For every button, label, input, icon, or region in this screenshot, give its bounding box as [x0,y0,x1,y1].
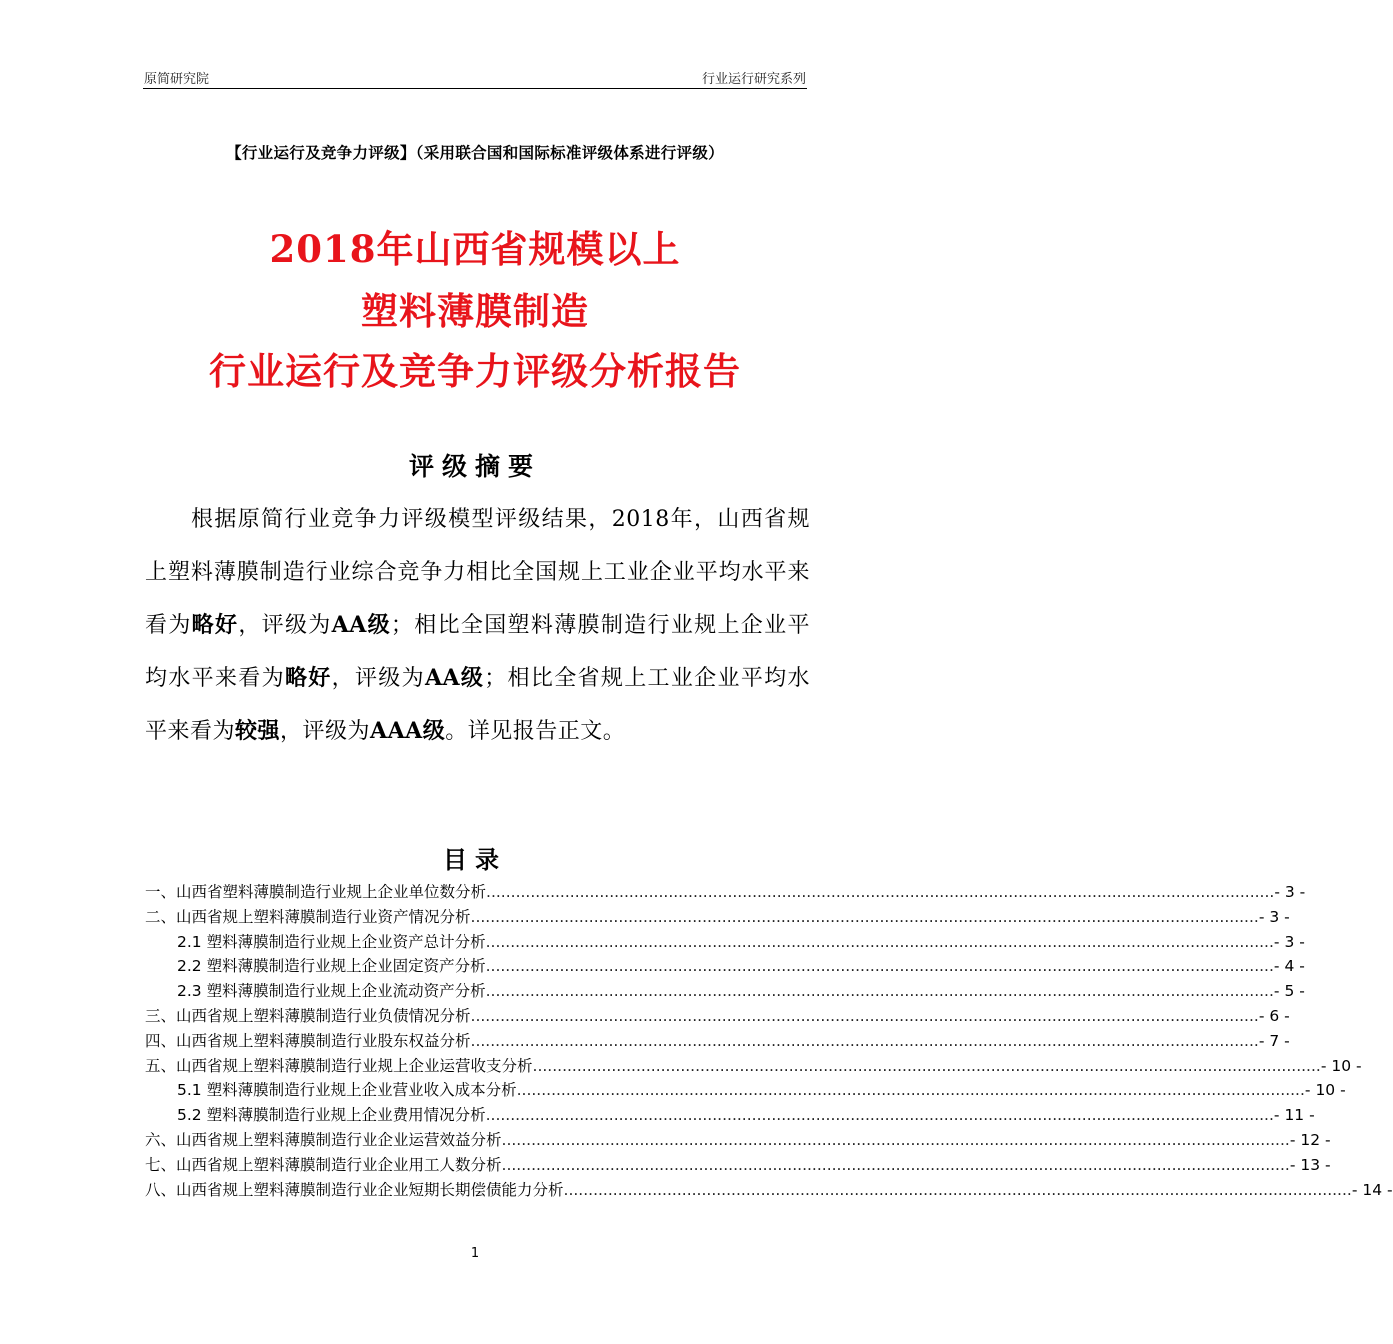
toc-entry-page: - 12 - [1289,1130,1331,1149]
summary-highlight: 较强 [235,718,281,744]
toc-entry-page: - 10 - [1320,1056,1362,1075]
toc-entry-label: 5.1 塑料薄膜制造行业规上企业营业收入成本分析 [177,1081,517,1100]
report-title-line-3: 行业运行及竞争力评级分析报告 [209,349,741,393]
toc-entry-label: 六、山西省规上塑料薄膜制造行业企业运营效益分析 [145,1130,502,1149]
report-title-line-1: 2018年山西省规模以上 [269,227,681,271]
summary-heading: 评级摘要 [408,452,541,481]
toc-leader-dots: ................................................................................................................................................................ [563,1180,1352,1199]
summary-text: ；相比全国塑料薄膜制造行业规上企业平均水平来看为 [145,613,810,691]
toc-entry-label: 5.2 塑料薄膜制造行业规上企业费用情况分析 [177,1106,486,1125]
report-title-line-2: 塑料薄膜制造 [361,289,589,333]
toc-heading: 目录 [443,846,507,874]
toc-entry-label: 三、山西省规上塑料薄膜制造行业负债情况分析 [145,1006,471,1025]
toc-entry-page: - 6 - [1258,1006,1290,1025]
toc-entry-label: 五、山西省规上塑料薄膜制造行业规上企业运营收支分析 [145,1056,533,1075]
toc-entry-label: 四、山西省规上塑料薄膜制造行业股东权益分析 [145,1031,471,1050]
toc-entry-page: - 14 - [1351,1180,1393,1199]
toc-leader-dots: ................................................................................................................................................................ [532,1056,1321,1075]
toc-subentry[interactable] [145,954,1305,979]
summary-highlight: 略好 [284,665,332,691]
summary-highlight: AA级 [331,612,391,638]
page-number: 1 [470,1246,480,1261]
toc-leader-dots: ................................................................................................................................................................ [470,907,1259,926]
table-of-contents [145,880,1393,1202]
toc-entry-page: - 3 - [1273,932,1305,951]
toc-entry[interactable] [145,905,1290,930]
toc-entry[interactable] [145,1128,1331,1153]
summary-text: 。详见报告正文。 [445,719,626,744]
toc-leader-dots: ................................................................................................................................................................ [485,957,1274,976]
summary-text: ；相比全省规上工业企业平均水平来看为 [145,666,810,744]
toc-entry-page: - 5 - [1273,982,1305,1001]
toc-leader-dots: ................................................................................................................................................................ [516,1081,1305,1100]
summary-text: ，评级为 [238,613,332,638]
header-series: 行业运行研究系列 [701,72,806,87]
toc-subentry[interactable] [145,979,1305,1004]
toc-subentry[interactable] [145,1103,1315,1128]
toc-leader-dots: ................................................................................................................................................................ [501,1155,1290,1174]
toc-entry-label: 2.3 塑料薄膜制造行业规上企业流动资产分析 [177,982,486,1001]
toc-entry-page: - 11 - [1273,1106,1315,1125]
toc-entry-label: 2.2 塑料薄膜制造行业规上企业固定资产分析 [177,957,486,976]
toc-entry[interactable] [145,880,1306,905]
toc-entry[interactable] [145,1178,1393,1203]
summary-text: 根据原简行业竞争力评级模型评级结果，2018年，山西省规上塑料薄膜制造行业综合竞争力相比全国规上工业企业平均水平来看为 [145,507,810,638]
summary-highlight: AA级 [424,665,485,691]
summary-text: ，评级为 [280,719,371,744]
toc-leader-dots: ................................................................................................................................................................ [485,932,1274,951]
rating-tagline: 【行业运行及竞争力评级】（采用联合国和国际标准评级体系进行评级） [226,144,724,162]
toc-entry-page: - 7 - [1258,1031,1290,1050]
toc-entry-page: - 3 - [1258,907,1290,926]
summary-paragraph [145,493,810,758]
toc-leader-dots: ................................................................................................................................................................ [470,1006,1259,1025]
toc-subentry[interactable] [145,1078,1346,1103]
toc-entry-page: - 3 - [1274,883,1306,901]
toc-leader-dots: ................................................................................................................................................................ [485,1106,1274,1125]
toc-entry-label: 八、山西省规上塑料薄膜制造行业企业短期长期偿债能力分析 [145,1180,564,1199]
summary-text: ，评级为 [331,666,425,691]
page-header [143,66,807,89]
toc-leader-dots: ................................................................................................................................................................ [470,1031,1259,1050]
toc-entry-page: - 4 - [1273,957,1305,976]
summary-highlight: AAA级 [370,718,446,744]
toc-entry[interactable] [145,1054,1362,1079]
toc-entry-label: 七、山西省规上塑料薄膜制造行业企业用工人数分析 [145,1155,502,1174]
toc-leader-dots: ................................................................................................................................................................ [486,883,1275,901]
toc-entry-page: - 10 - [1304,1081,1346,1100]
toc-entry-label: 一、山西省塑料薄膜制造行业规上企业单位数分析 [145,883,487,901]
toc-leader-dots: ................................................................................................................................................................ [485,982,1274,1001]
header-organization: 原简研究院 [144,72,210,87]
toc-subentry[interactable] [145,930,1305,955]
toc-entry-page: - 13 - [1289,1155,1331,1174]
summary-highlight: 略好 [191,612,239,638]
toc-entry-label: 二、山西省规上塑料薄膜制造行业资产情况分析 [145,907,471,926]
toc-leader-dots: ................................................................................................................................................................ [501,1130,1290,1149]
toc-entry[interactable] [145,1004,1290,1029]
toc-entry[interactable] [145,1153,1331,1178]
toc-entry[interactable] [145,1029,1290,1054]
toc-entry-label: 2.1 塑料薄膜制造行业规上企业资产总计分析 [177,932,486,951]
